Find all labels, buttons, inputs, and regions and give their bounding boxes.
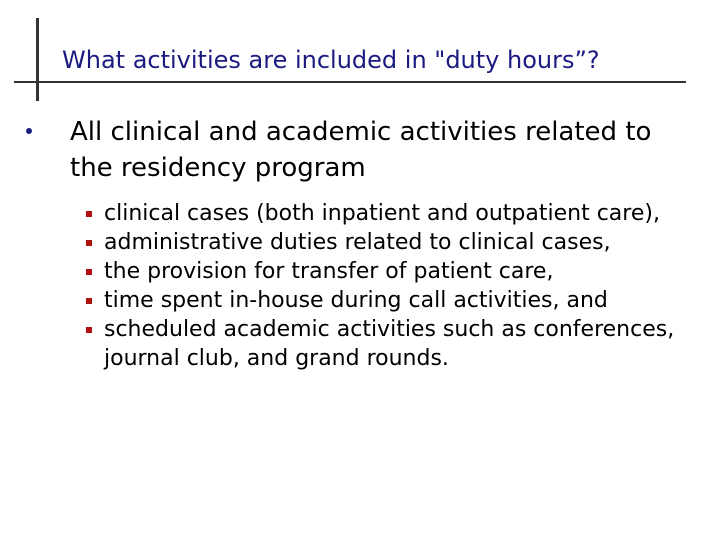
sub-bullet-text: scheduled academic activities such as conferences, journal club, and grand rounds. [104, 317, 675, 371]
sub-bullet-item [86, 315, 706, 373]
square-bullet-icon [86, 269, 92, 275]
sub-bullet-text: administrative duties related to clinical cases, [104, 230, 611, 255]
sub-bullet-list [86, 199, 706, 373]
main-bullet-text: All clinical and academic activities related to the residency program [70, 117, 652, 183]
sub-bullet-item [86, 228, 706, 257]
sub-bullet-item [86, 199, 706, 228]
slide-title: What activities are included in "duty hours”? [62, 46, 600, 74]
sub-bullet-text: clinical cases (both inpatient and outpatient care), [104, 201, 660, 226]
title-accent-horizontal-line [14, 81, 686, 83]
square-bullet-icon [86, 211, 92, 217]
square-bullet-icon [86, 298, 92, 304]
sub-bullet-text: time spent in-house during call activities, and [104, 288, 608, 313]
square-bullet-icon [86, 240, 92, 246]
title-accent-vertical-line [36, 18, 39, 101]
round-bullet-icon [26, 128, 32, 134]
sub-bullet-item [86, 286, 706, 315]
sub-bullet-text: the provision for transfer of patient care, [104, 259, 554, 284]
sub-bullet-item [86, 257, 706, 286]
square-bullet-icon [86, 327, 92, 333]
main-bullet-item [26, 114, 696, 186]
